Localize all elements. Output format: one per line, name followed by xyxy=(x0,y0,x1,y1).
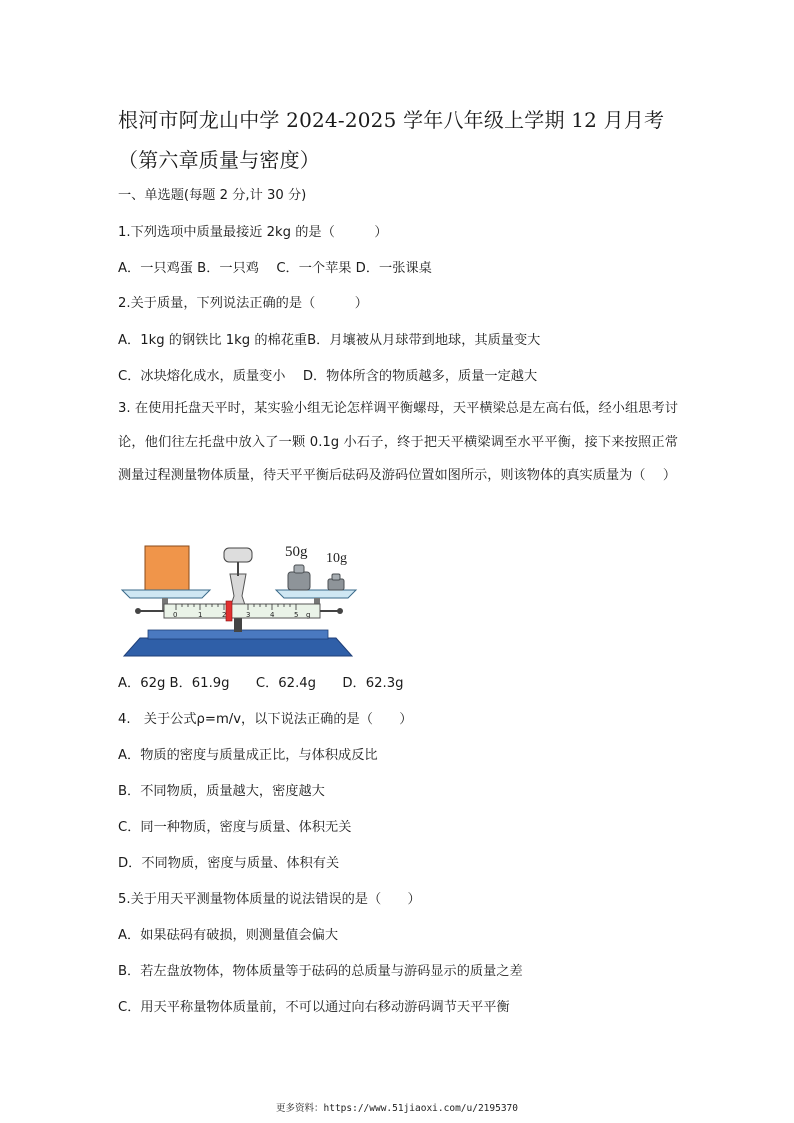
q1-options: A．一只鸡蛋 B．一只鸡 C．一个苹果 D．一张课桌 xyxy=(118,261,432,276)
section-heading: 一、单选题(每题 2 分,计 30 分) xyxy=(118,188,307,203)
footer-source-link[interactable]: 更多资料：https://www.51jiaoxi.com/u/2195370 xyxy=(276,1103,518,1114)
left-pan xyxy=(122,590,210,598)
exam-title xyxy=(118,100,718,180)
q5-option-b: B．若左盘放物体，物体质量等于砝码的总质量与游码显示的质量之差 xyxy=(118,964,523,979)
q5-stem: 5.关于用天平测量物体质量的说法错误的是（ ） xyxy=(118,892,421,907)
q1-stem: 1.下列选项中质量最接近 2kg 的是（ ） xyxy=(118,225,388,240)
q3-options: A．62g B．61.9g C．62.4g D．62.3g xyxy=(118,676,404,691)
balance-figure xyxy=(118,538,358,660)
scale-label-0: 0 xyxy=(173,611,178,619)
scale-label-3: 3 xyxy=(246,611,251,619)
q4-option-a: A．物质的密度与质量成正比，与体积成反比 xyxy=(118,748,378,763)
scale-label-1: 1 xyxy=(198,611,203,619)
q2-options-cd: C．冰块熔化成水，质量变小 D．物体所含的物质越多，质量一定越大 xyxy=(118,369,538,384)
q5-option-a: A．如果砝码有破损，则测量值会偏大 xyxy=(118,928,339,943)
q4-option-d: D．不同物质，密度与质量、体积有关 xyxy=(118,856,340,871)
title-line-2: （第六章质量与密度） xyxy=(118,148,320,172)
rider-marker xyxy=(226,601,232,621)
weight-50g-label: 50g xyxy=(285,544,308,560)
scale-label-4: 4 xyxy=(270,611,275,619)
q4-option-c: C．同一种物质，密度与质量、体积无关 xyxy=(118,820,352,835)
q4-option-b: B．不同物质，质量越大，密度越大 xyxy=(118,784,325,799)
q2-stem: 2.关于质量，下列说法正确的是（ ） xyxy=(118,296,368,311)
weight-10g xyxy=(328,579,344,590)
scale-label-2: 2 xyxy=(222,611,227,619)
q3-stem: 3. 在使用托盘天平时，某实验小组无论怎样调平衡螺母，天平横梁总是左高右低，经小组思考讨论，他们往左托盘中放入了一颗 0.1g 小石子，终于把天平横梁调至水平平衡，接下来按照正常测量过程测量物体质量，待天平平衡后砝码及游码位置如图所示，则该物体的真实质量为（ ） xyxy=(118,401,678,483)
balance-illustration xyxy=(118,538,358,660)
weight-10g-label: 10g xyxy=(326,551,347,566)
object-block xyxy=(145,546,189,590)
right-pan xyxy=(276,590,356,598)
weight-50g xyxy=(288,572,310,590)
q5-option-c: C．用天平称量物体质量前，不可以通过向右移动游码调节天平平衡 xyxy=(118,1000,510,1015)
weight-50g-knob xyxy=(294,565,304,573)
weight-10g-knob xyxy=(332,574,340,580)
balance-base xyxy=(124,638,352,656)
q4-stem: 4. 关于公式ρ=m/v，以下说法正确的是（ ） xyxy=(118,712,413,727)
scale-label-5: 5 xyxy=(294,611,299,619)
left-balance-nut xyxy=(135,608,141,614)
title-line-1: 根河市阿龙山中学 2024-2025 学年八年级上学期 12 月月考 xyxy=(118,108,665,132)
q2-options-ab: A．1kg 的钢铁比 1kg 的棉花重B．月壤被从月球带到地球，其质量变大 xyxy=(118,333,541,348)
scale-label-unit: g xyxy=(306,611,311,619)
pointer-dial xyxy=(224,548,252,562)
right-balance-nut xyxy=(337,608,343,614)
pointer-column xyxy=(230,574,246,608)
